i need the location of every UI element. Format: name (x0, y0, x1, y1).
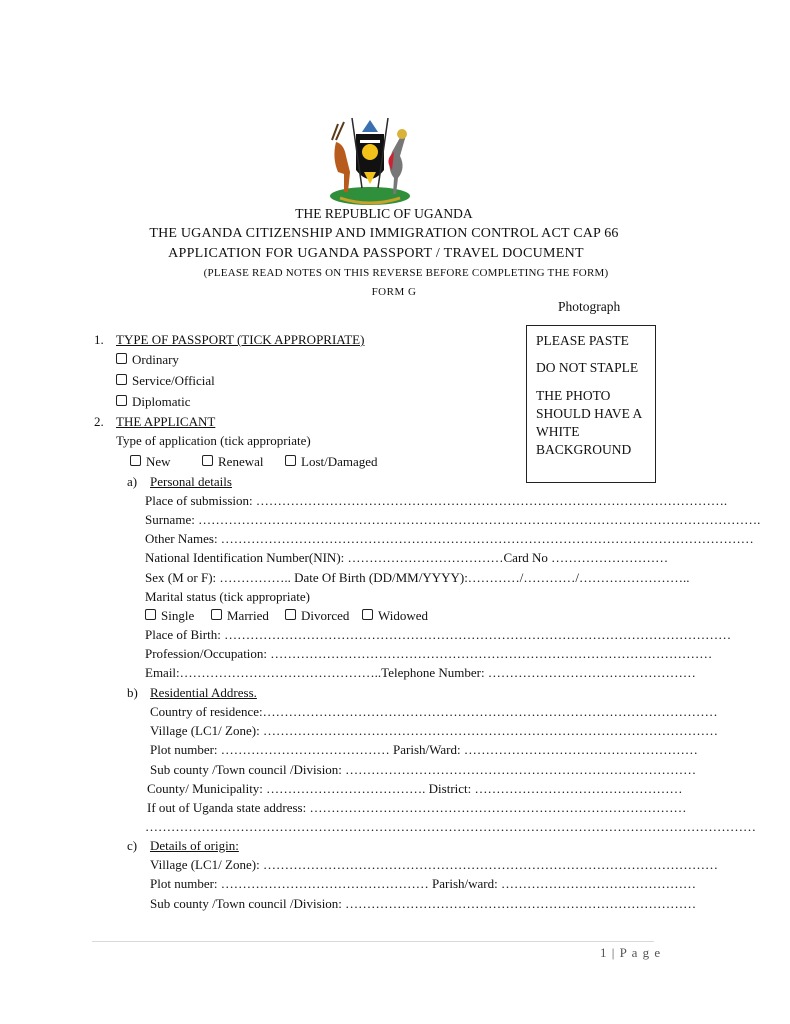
photo-background-text: THE PHOTO SHOULD HAVE A WHITE BACKGROUND (536, 388, 642, 457)
passport-diplomatic-option[interactable]: Diplomatic (116, 394, 191, 410)
section1-number: 1. (94, 332, 104, 347)
photo-box (526, 325, 656, 483)
checkbox[interactable] (116, 374, 127, 385)
page-number: 1 | P a g e (600, 945, 662, 960)
place-of-submission-field[interactable]: Place of submission: ………………………………………………………………………………………………. (145, 493, 728, 508)
header-act: THE UGANDA CITIZENSHIP AND IMMIGRATION CONTROL ACT CAP 66 (149, 226, 619, 241)
application-type-label: Type of application (tick appropriate) (116, 433, 311, 448)
place-of-birth-field[interactable]: Place of Birth: ……………………………………………………………………………………………………… (145, 627, 732, 642)
header-application: APPLICATION FOR UGANDA PASSPORT / TRAVEL DOCUMENT (168, 246, 584, 261)
passport-ordinary-option[interactable]: Ordinary (116, 352, 179, 368)
checkbox[interactable] (202, 455, 213, 466)
origin-letter: c) (127, 838, 138, 853)
residential-subcounty-field[interactable]: Sub county /Town council /Division: ……………………………………………………………………… (150, 762, 697, 777)
other-names-field[interactable]: Other Names: …………………………………………………………………………………………………………… (145, 531, 754, 546)
marital-married-option[interactable]: Married (211, 608, 269, 624)
header-form: FORM G (371, 286, 417, 298)
passport-service-option[interactable]: Service/Official (116, 373, 215, 389)
photo-staple-text: DO NOT STAPLE (536, 360, 639, 375)
residential-title: Residential Address. (150, 685, 257, 700)
marital-widowed-option[interactable]: Widowed (362, 608, 428, 624)
outside-uganda-address-field[interactable]: If out of Uganda state address: …………………………………………………………………………… (147, 800, 687, 815)
application-lost-option[interactable]: Lost/Damaged (285, 454, 378, 470)
marital-single-option[interactable]: Single (145, 608, 194, 624)
surname-field[interactable]: Surname: …………………………………………………………………………………………………………………. (145, 512, 761, 527)
country-of-residence-field[interactable]: Country of residence:…………………………………………………………………………………………… (150, 704, 718, 719)
marital-status-label: Marital status (tick appropriate) (145, 589, 310, 604)
origin-subcounty-field[interactable]: Sub county /Town council /Division: ……………………………………………………………………… (150, 896, 697, 911)
email-telephone-field[interactable]: Email:………………………………………..Telephone Number: ………………………………………… (145, 665, 696, 680)
coat-of-arms-emblem (322, 112, 418, 208)
checkbox[interactable] (362, 609, 373, 620)
application-renewal-option[interactable]: Renewal (202, 454, 263, 470)
photo-paste-text: PLEASE PASTE (536, 333, 629, 348)
application-new-option[interactable]: New (130, 454, 171, 470)
checkbox[interactable] (145, 609, 156, 620)
address-continuation-field[interactable]: …………………………………………………………………………………………………………………………… (145, 819, 756, 834)
residential-plot-parish-field[interactable]: Plot number: ………………………………… Parish/Ward: ……………………………………………… (150, 742, 698, 757)
residential-letter: b) (127, 685, 138, 700)
nin-card-field[interactable]: National Identification Number(NIN): ………………………………Card No ……………………… (145, 550, 669, 565)
origin-plot-parish-field[interactable]: Plot number: ………………………………………… Parish/ward: ……………………………………… (150, 876, 696, 891)
origin-title: Details of origin: (150, 838, 239, 853)
sex-dob-field[interactable]: Sex (M or F): …………….. Date Of Birth (DD/MM/YYYY):…………/…………/…………………….. (145, 570, 690, 585)
photo-caption: Photograph (558, 299, 621, 314)
checkbox[interactable] (211, 609, 222, 620)
header-republic: THE REPUBLIC OF UGANDA (295, 206, 473, 221)
checkbox[interactable] (130, 455, 141, 466)
checkbox[interactable] (116, 395, 127, 406)
origin-village-field[interactable]: Village (LC1/ Zone): …………………………………………………………………………………………… (150, 857, 718, 872)
personal-title: Personal details (150, 474, 232, 489)
profession-field[interactable]: Profession/Occupation: ………………………………………………………………………………………… (145, 646, 713, 661)
header-note: (PLEASE READ NOTES ON THIS REVERSE BEFORE COMPLETING THE FORM) (203, 267, 609, 279)
section1-title: TYPE OF PASSPORT (TICK APPROPRIATE) (116, 332, 365, 347)
marital-divorced-option[interactable]: Divorced (285, 608, 349, 624)
residential-village-field[interactable]: Village (LC1/ Zone): …………………………………………………………………………………………… (150, 723, 718, 738)
personal-letter: a) (127, 474, 138, 489)
section2-title: THE APPLICANT (116, 414, 216, 429)
checkbox[interactable] (285, 455, 296, 466)
county-district-field[interactable]: County/ Municipality: ………………………………. District: ………………………………………… (147, 781, 683, 796)
footer-divider (92, 941, 654, 942)
checkbox[interactable] (285, 609, 296, 620)
checkbox[interactable] (116, 353, 127, 364)
section2-number: 2. (94, 414, 104, 429)
